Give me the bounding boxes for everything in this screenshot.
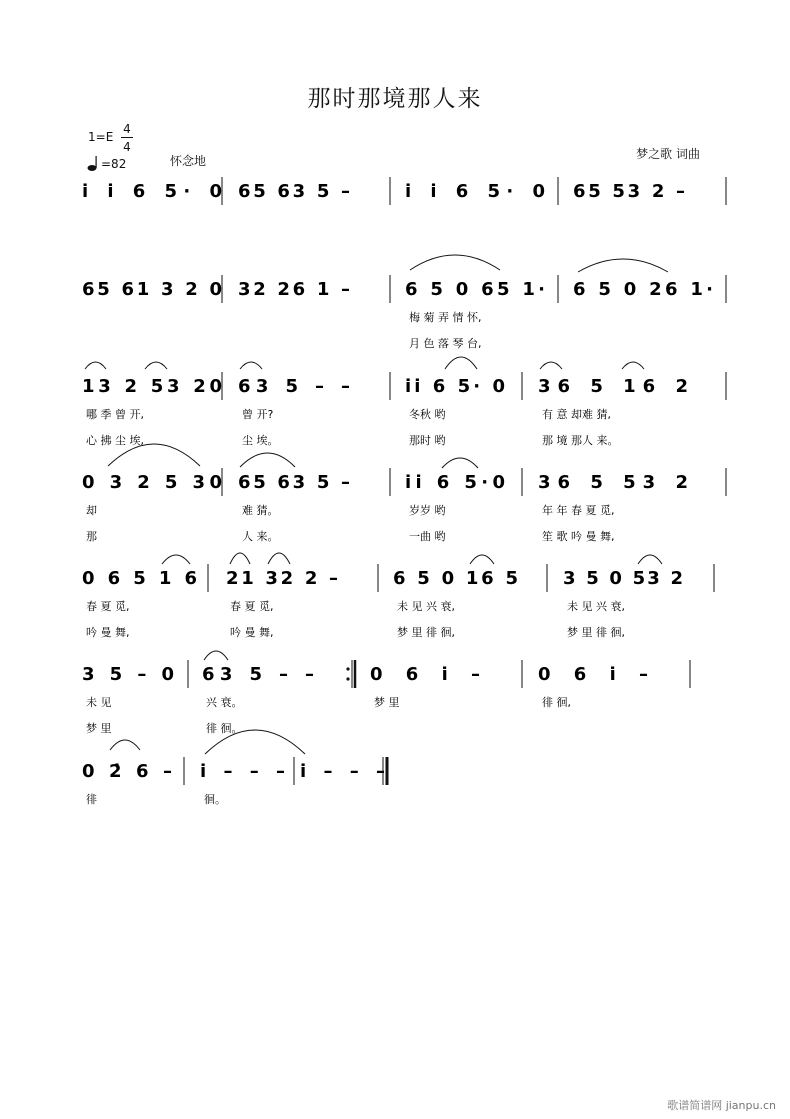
measure-notes: 21 32 2 – bbox=[226, 568, 338, 589]
lyric-text: 梦 里 bbox=[374, 696, 400, 709]
slur-arc bbox=[622, 362, 644, 369]
lyric-text: 梦 里 徘 徊, bbox=[397, 626, 455, 639]
lyric-text: 却 bbox=[86, 504, 97, 517]
measure-notes: 6 5 0 26 1· bbox=[573, 279, 713, 300]
lyric-text: 徘 徊。 bbox=[206, 722, 243, 735]
slur-arc bbox=[410, 255, 500, 270]
measure-notes: i̇ i̇ 6 5· 0 bbox=[405, 181, 545, 202]
slur-arc bbox=[240, 362, 262, 369]
lyric-text: 未 见 兴 衰, bbox=[397, 600, 455, 613]
tempo-marking: =82 bbox=[101, 157, 127, 171]
lyric-text: 曾 开? bbox=[242, 408, 274, 421]
credit-line: 梦之歌 词曲 bbox=[636, 147, 700, 161]
repeat-dot bbox=[346, 677, 349, 680]
lyric-text: 未 见 bbox=[86, 696, 112, 709]
slur-arc bbox=[85, 362, 106, 369]
measure-notes: 36 5 16 2 bbox=[538, 376, 688, 397]
measure-notes: 65 63 5 – bbox=[238, 472, 350, 493]
measure-notes: i̇ i̇ 6 5· 0 bbox=[82, 181, 222, 202]
lyric-text: 人 来。 bbox=[242, 530, 279, 543]
lyric-text: 春 夏 觅, bbox=[86, 600, 130, 613]
lyric-text: 梦 里 bbox=[86, 722, 112, 735]
time-signature-bottom: 4 bbox=[123, 140, 131, 154]
slur-arc bbox=[442, 458, 478, 468]
slur-arc bbox=[110, 740, 140, 750]
slur-arc bbox=[268, 553, 290, 564]
measure-notes: 65 61 3 2 0 bbox=[82, 279, 222, 300]
slur-arc bbox=[162, 555, 190, 564]
lyric-text: 吟 曼 舞, bbox=[230, 626, 274, 639]
lyric-text: 兴 衰。 bbox=[206, 696, 243, 709]
lyric-text: 那时 哟 bbox=[409, 434, 446, 447]
lyric-text: 哪 季 曾 开, bbox=[86, 408, 144, 421]
measure-notes: 0 6 i̇ – bbox=[538, 664, 648, 685]
lyric-text: 春 夏 觅, bbox=[230, 600, 274, 613]
slur-arc bbox=[578, 259, 668, 272]
lyric-text: 未 见 兴 衰, bbox=[567, 600, 625, 613]
measure-notes: 0 3 2 5 30 bbox=[82, 472, 222, 493]
lyric-text: 年 年 春 夏 觅, bbox=[542, 504, 615, 517]
measure-notes: 3 5 – 0 bbox=[82, 664, 174, 685]
measure-notes: 63 5 – – bbox=[202, 664, 314, 685]
lyric-text: 岁岁 哟 bbox=[409, 504, 446, 517]
measure-notes: 0 6 i̇ – bbox=[370, 664, 480, 685]
lyric-text: 吟 曼 舞, bbox=[86, 626, 130, 639]
lyric-text: 梅 菊 弄 情 怀, bbox=[409, 311, 482, 324]
measure-notes: 32 26 1 – bbox=[238, 279, 350, 300]
slur-arc bbox=[638, 555, 662, 564]
lyric-text: 一曲 哟 bbox=[409, 530, 446, 543]
page-title: 那时那境那人来 bbox=[307, 86, 483, 112]
measure-notes: 65 53 2 – bbox=[573, 181, 685, 202]
lyric-text: 冬秋 哟 bbox=[409, 408, 446, 421]
time-signature-top: 4 bbox=[123, 122, 131, 136]
slur-arc bbox=[204, 651, 228, 660]
lyric-text: 梦 里 徘 徊, bbox=[567, 626, 625, 639]
watermark: 歌谱简谱网 jianpu.cn bbox=[667, 1099, 776, 1112]
measure-notes: 6 5 0 65 1· bbox=[405, 279, 545, 300]
lyric-text: 徘 bbox=[86, 793, 97, 806]
lyric-text: 那 bbox=[86, 530, 97, 543]
slur-arc bbox=[470, 555, 494, 564]
slur-arc bbox=[540, 362, 562, 369]
lyric-text: 难 猜。 bbox=[242, 504, 279, 517]
measure-notes: i̇ – – – bbox=[300, 761, 385, 782]
measure-notes: i̇ – – – bbox=[200, 761, 285, 782]
slur-arc bbox=[145, 362, 167, 369]
measure-notes: 0 6 5 1 6 bbox=[82, 568, 197, 589]
measure-notes: 36 5 53 2 bbox=[538, 472, 688, 493]
repeat-dot bbox=[346, 667, 349, 670]
measure-notes: 63 5 – – bbox=[238, 376, 350, 397]
lyric-text: 徊。 bbox=[204, 793, 226, 806]
lyric-text: 心 拂 尘 埃, bbox=[86, 434, 144, 447]
measure-notes: 3 5 0 53 2 bbox=[563, 568, 683, 589]
key-signature: 1=E bbox=[88, 130, 114, 144]
lyric-text: 那 境 那人 来。 bbox=[542, 434, 619, 447]
measure-notes: i̇i̇ 6 5· 0 bbox=[405, 376, 505, 397]
measure-notes: i̇i̇ 6 5·0 bbox=[405, 472, 505, 493]
expression-marking: 怀念地 bbox=[170, 154, 207, 168]
slur-arc bbox=[240, 453, 295, 467]
lyric-text: 尘 埃。 bbox=[242, 434, 279, 447]
lyric-text: 徘 徊, bbox=[542, 696, 571, 709]
measure-notes: 65 63 5 – bbox=[238, 181, 350, 202]
slur-arc bbox=[445, 357, 477, 369]
slur-arc bbox=[230, 553, 250, 564]
measure-notes: 6 5 0 16 5 bbox=[393, 568, 518, 589]
measure-notes: 13 2 53 20 bbox=[82, 376, 222, 397]
slur-arc bbox=[108, 444, 200, 466]
lyric-text: 笙 歌 吟 曼 舞, bbox=[542, 530, 615, 543]
lyric-text: 有 意 却难 猜, bbox=[542, 408, 611, 421]
lyric-text: 月 色 落 琴 台, bbox=[409, 337, 482, 350]
measure-notes: 0 2̇ 6 – bbox=[82, 761, 172, 782]
